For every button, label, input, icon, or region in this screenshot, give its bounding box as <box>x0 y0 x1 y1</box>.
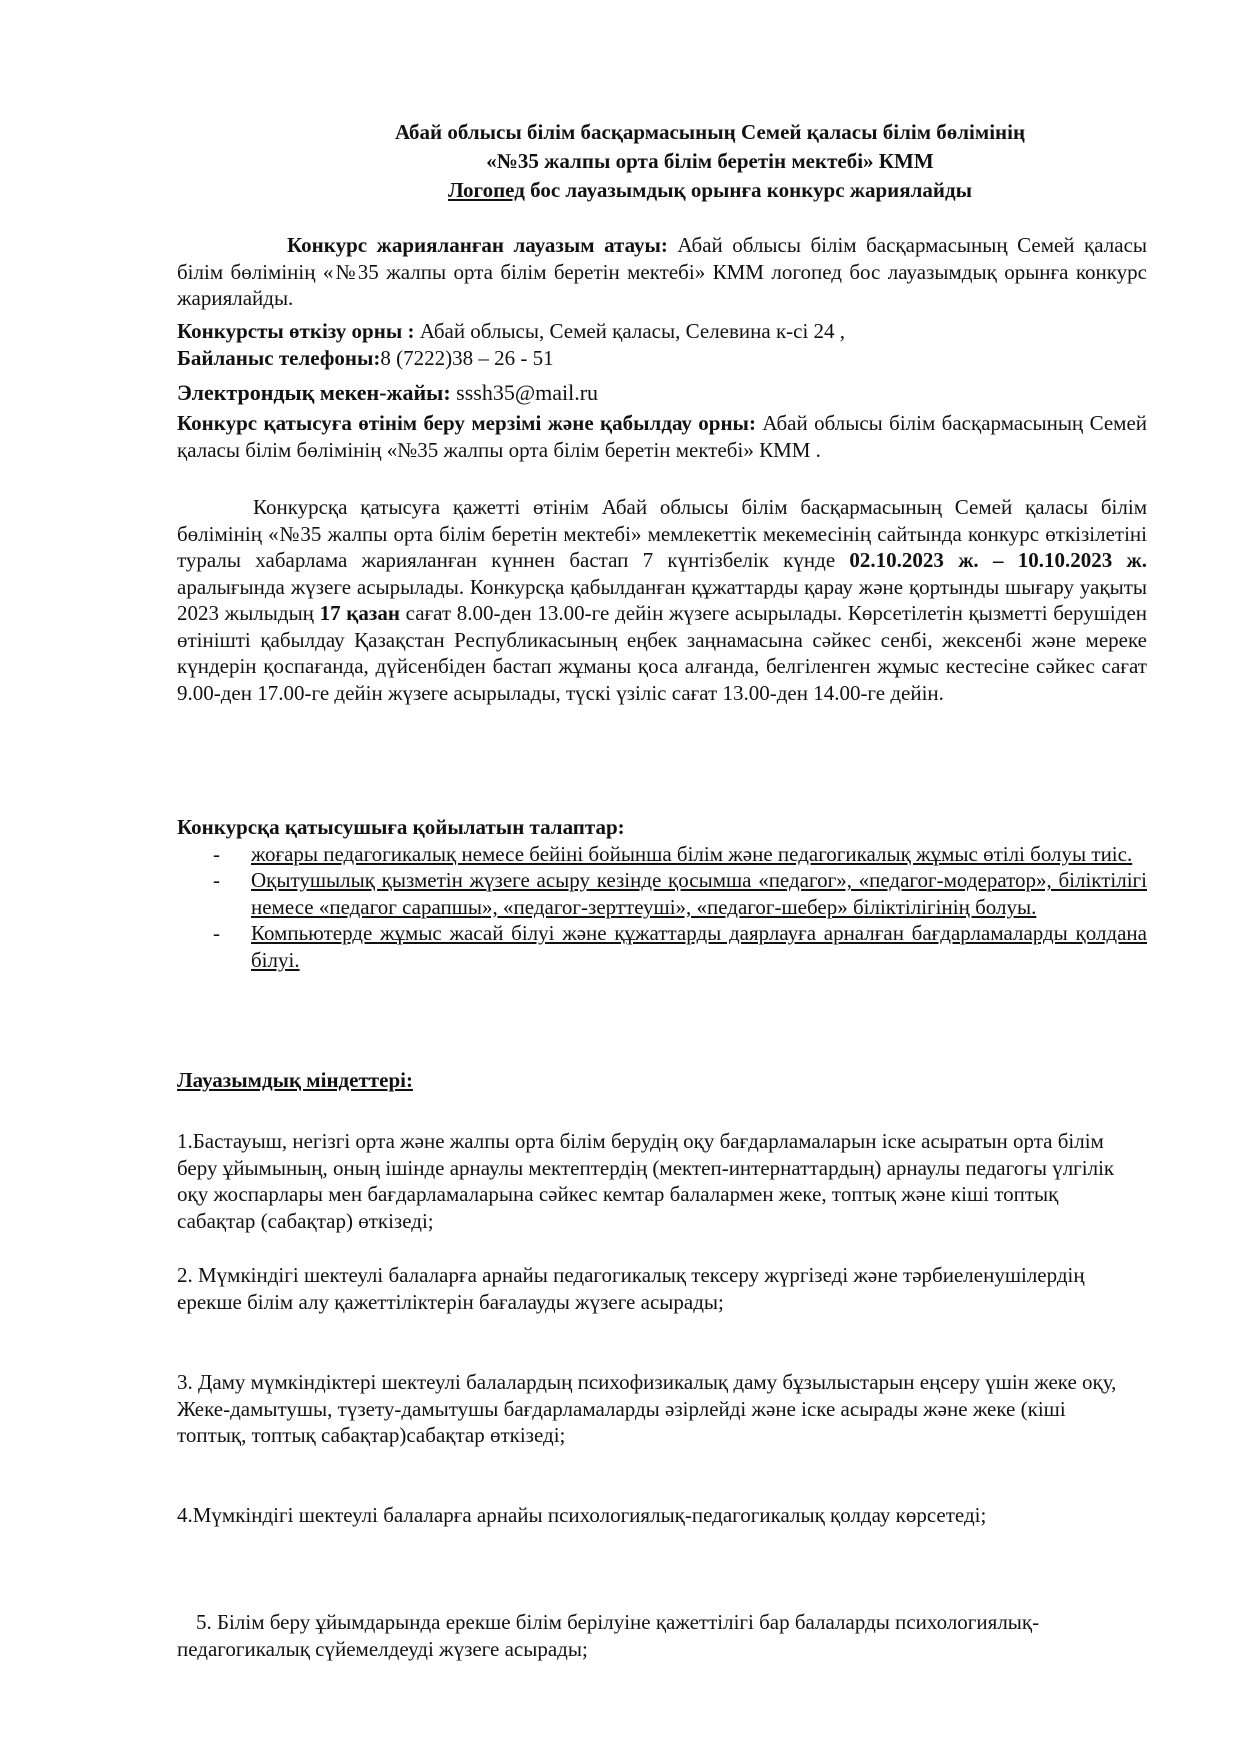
document-header <box>300 118 1120 205</box>
header-line-3-rest: бос лауазымдық орынға конкурс жариялайды <box>524 178 973 202</box>
bullet-dash: - <box>213 841 220 866</box>
intro-text: Абай облысы білім басқармасының Семей қаласы білім бөлімінің «№35 жалпы орта білім беретін мектебі» КММ логопед бос лауазымдық орынға конкурс жариялайды. <box>177 233 1147 310</box>
list-item: 2. Мүмкіндігі шектеулі балаларға арнайы педагогикалық тексеру жүргізеді және тәрбиеленушілердің ерекше білім алу қажеттіліктерін бағалауды жүзеге асырады; <box>177 1263 1085 1314</box>
header-line-1: Абай облысы білім басқармасының Семей қаласы білім бөлімінің <box>394 120 1026 144</box>
deadline-paragraph <box>177 410 1147 463</box>
intro-label: Конкурс жарияланған лауазым атауы: <box>287 233 668 257</box>
intro-paragraph <box>177 232 1147 312</box>
procedure-part-1: Конкурсқа қатысуға қажетті өтінім Абай облысы білім басқармасының Семей қаласы білім бөлімінің «№35 жалпы орта білім беретін мектебі» мемлекеттік мекемесінің сайтында конкурс өткізілетіні туралы хабарлама жарияланған күннен бастап 7 күнтізбелік күнде <box>177 495 1147 572</box>
header-line-3 <box>300 176 1120 205</box>
venue-value: Абай облысы, Семей қаласы, Селевина к-сі 24 , <box>414 319 846 343</box>
procedure-part-3: сағат 8.00-ден 13.00-ге дейін жүзеге асырылады. Көрсетілетін қызметті берушіден өтінішті қабылдау Қазақстан Республикасының еңбек заңнамасына сәйкес сенбі, жексенбі және мереке күндерін қоспағанда, дүйсенбіден бастап жұманы қоса алғанда, белгіленген жұмыс кестесіне сәйкес сағат 9.00-ден 17.00-ге дейін жүзеге асырылады, түскі үзіліс сағат 13.00-ден 14.00-ге дейін. <box>177 601 1147 705</box>
requirements-heading: Конкурсқа қатысушыға қойылатын талаптар: <box>177 815 625 839</box>
duties-section <box>177 1067 1147 1661</box>
email-row <box>177 378 1147 408</box>
email-label: Электрондық мекен-жайы: <box>177 380 451 405</box>
phone-row <box>177 345 1147 372</box>
list-item: 3. Даму мүмкіндіктері шектеулі балалардың психофизикалық даму бұзылыстарын еңсеру үшін жеке оқу, Жеке-дамытушы, түзету-дамытушы бағдарламаларды әзірлейді және іске асырады және жеке (кіші топтық, топтық сабақтар)сабақтар өткізеді; <box>177 1370 1117 1447</box>
list-item: 5. Білім беру ұйымдарында ерекше білім берілуіне қажеттілігі бар балаларды психологиялық-педагогикалық сүйемелдеуді жүзеге асырады; <box>177 1610 1040 1661</box>
list-item: 1.Бастауыш, негізгі орта және жалпы орта білім берудің оқу бағдарламаларын іске асыратын орта білім беру ұйымының, оның ішінде арнаулы мектептердің (мектеп-интернаттардың) арнаулы педагогы үлгілік оқу жоспарлары мен бағдарламаларына сәйкес кемтар балалармен жеке, топтық және кіші топтық сабақтар (сабақтар) өткізеді; <box>177 1129 1115 1233</box>
list-item: - Оқытушылық қызметін жүзеге асыру кезінде қосымша «педагог», «педагог-модератор», біліктілігі немесе «педагог сарапшы», «педагог-зерттеуші», «педагог-шебер» біліктілігінің болуы. <box>213 868 1147 919</box>
list-item: - жоғары педагогикалық немесе бейіні бойынша білім және педагогикалық жұмыс өтілі болуы тиіс. <box>213 841 1133 866</box>
position-title: Логопед <box>447 178 525 202</box>
procedure-paragraph <box>177 494 1147 706</box>
deadline-label: Конкурс қатысуға өтінім беру мерзімі және қабылдау орны: <box>177 411 756 435</box>
phone-value: 8 (7222)38 – 26 - 51 <box>380 346 554 370</box>
requirements-list <box>177 841 1147 974</box>
procedure-part-2: аралығында жүзеге асырылады. Конкурсқа қабылданған құжаттарды қарау және қортынды шығару уақыты 2023 жылыдың <box>177 574 1147 625</box>
list-item: - Компьютерде жұмыс жасай білуі және құжаттарды даярлауға арналған бағдарламаларды қолдана білуі. <box>213 921 1147 972</box>
list-item: 4.Мүмкіндігі шектеулі балаларға арнайы психологиялық-педагогикалық қолдау көрсетеді; <box>177 1503 987 1527</box>
requirements-section <box>177 814 1147 973</box>
bullet-dash: - <box>213 921 220 945</box>
bullet-dash: - <box>213 868 220 892</box>
deadline-text: Абай облысы білім басқармасының Семей қаласы білім бөлімінің «№35 жалпы орта білім беретін мектебі» КММ . <box>177 411 1147 462</box>
venue-row <box>177 318 1147 345</box>
duties-heading: Лауазымдық міндеттері: <box>177 1068 413 1092</box>
review-date: 17 қазан <box>319 601 400 625</box>
contacts-block <box>177 318 1147 408</box>
header-line-2: «№35 жалпы орта білім беретін мектебі» КММ <box>486 149 934 173</box>
email-value: sssh35@mail.ru <box>450 380 599 405</box>
venue-label: Конкурсты өткізу орны : <box>177 319 415 343</box>
application-date-range: 02.10.2023 ж. – 10.10.2023 ж. <box>849 548 1147 572</box>
phone-label: Байланыс телефоны: <box>177 346 381 370</box>
